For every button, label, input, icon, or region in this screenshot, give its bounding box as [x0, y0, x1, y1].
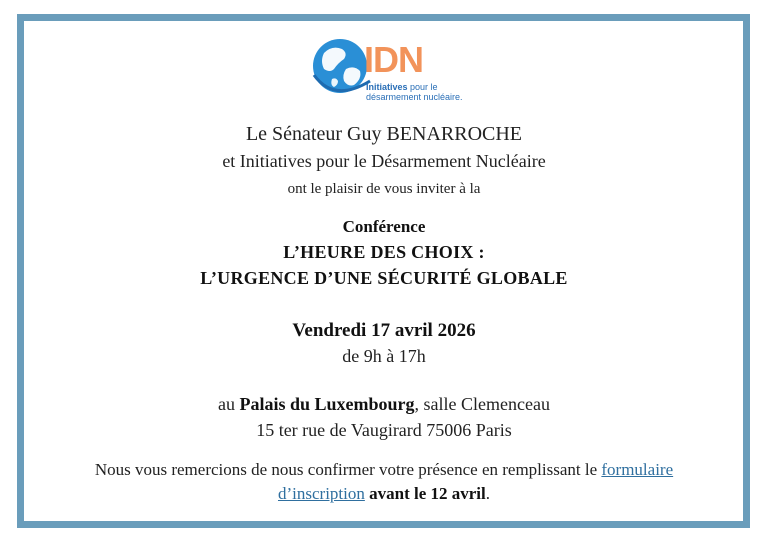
- event-type: Conférence: [342, 217, 426, 236]
- co-host-line: et Initiatives pour le Désarmement Nucléaire: [222, 151, 546, 171]
- event-time: de 9h à 17h: [342, 346, 426, 366]
- venue-address: 15 ter rue de Vaugirard 75006 Paris: [256, 420, 512, 440]
- event-date: Vendredi 17 avril 2026: [292, 320, 476, 341]
- idn-logo: [310, 35, 463, 105]
- venue-room: , salle Clemenceau: [414, 394, 550, 414]
- event-title-line1: L’HEURE DES CHOIX :: [283, 242, 485, 262]
- venue-name: Palais du Luxembourg: [239, 394, 415, 414]
- registration-link-part2[interactable]: d’inscription: [277, 484, 365, 503]
- logo-tag-line2: désarmement nucléaire.: [366, 92, 463, 102]
- host-line: Le Sénateur Guy BENARROCHE: [245, 123, 523, 145]
- registration-link-part1[interactable]: formulaire: [601, 460, 674, 479]
- logo-letters: IDN: [364, 39, 423, 80]
- rsvp-deadline: avant le 12 avril: [369, 484, 486, 503]
- event-title-line2: L’URGENCE D’UNE SÉCURITÉ GLOBALE: [200, 268, 568, 288]
- rsvp-line1: [0, 460, 768, 480]
- venue-line: [0, 394, 768, 415]
- venue-prefix: au: [218, 394, 240, 414]
- logo-tag-rest: pour le: [407, 82, 438, 92]
- rsvp-line2: [0, 484, 768, 504]
- rsvp-end: .: [485, 484, 491, 503]
- logo-tagline: [366, 82, 463, 102]
- logo-tag-bold: Initiatives: [366, 82, 408, 92]
- rsvp-text: Nous vous remercions de nous confirmer votre présence en remplissant le: [94, 460, 602, 479]
- invitation-line: ont le plaisir de vous inviter à la: [287, 181, 481, 197]
